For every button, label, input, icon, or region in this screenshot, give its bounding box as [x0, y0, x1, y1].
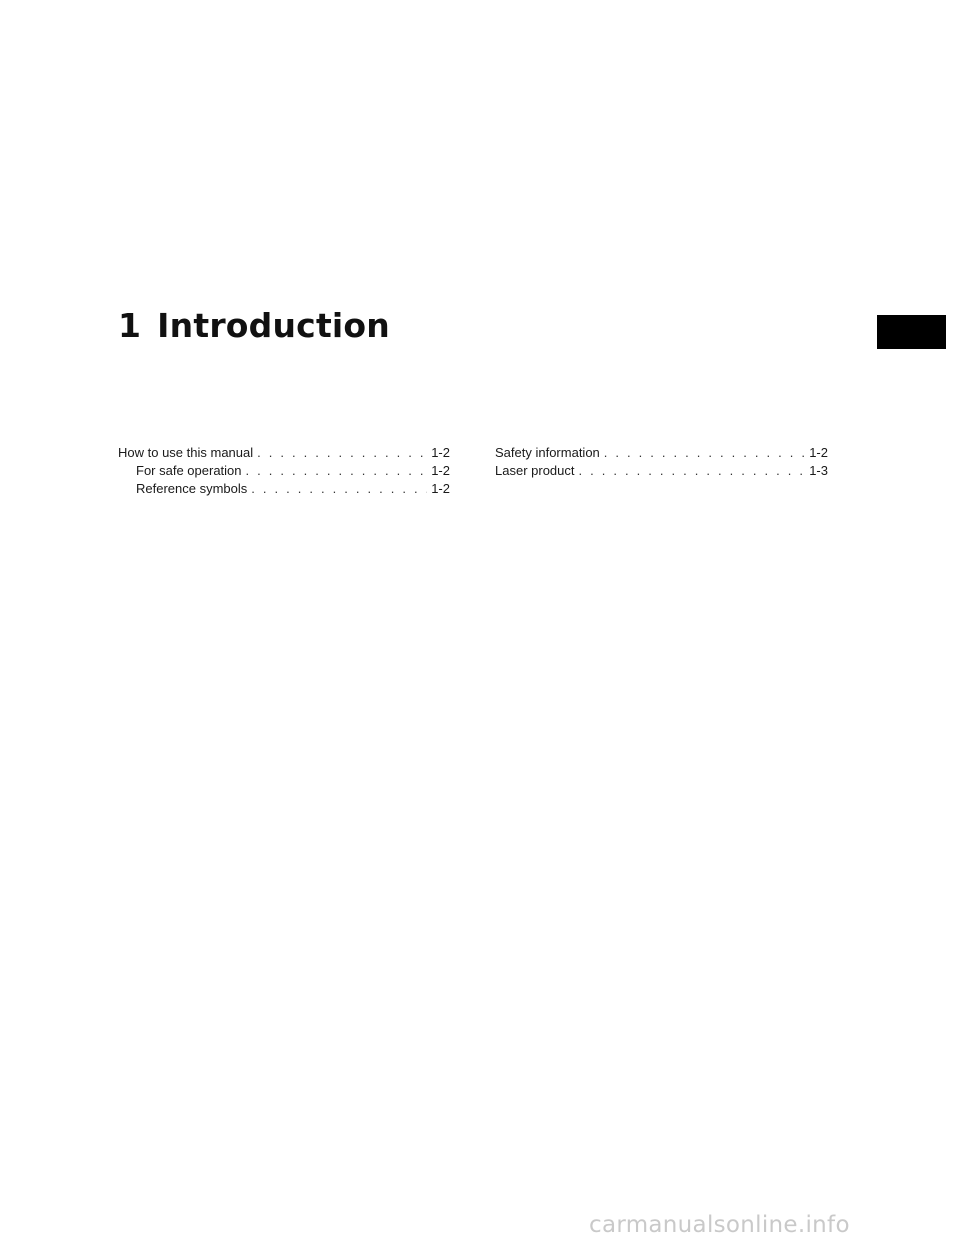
toc-entry-label: Reference symbols: [136, 481, 248, 496]
watermark-text: carmanualsonline.info: [589, 1212, 850, 1238]
toc-leader-dots: [579, 462, 806, 480]
toc-entry-laser-product[interactable]: [495, 462, 828, 480]
toc-entry-page: 1-2: [431, 481, 450, 496]
toc-entry-page: 1-3: [809, 463, 828, 478]
toc-leader-dots: [246, 462, 428, 480]
toc-entry-page: 1-2: [431, 463, 450, 478]
chapter-thumb-tab: [877, 315, 946, 349]
toc-column-left: [118, 444, 450, 498]
chapter-name: Introduction: [157, 306, 390, 345]
toc-entry-page: 1-2: [431, 445, 450, 460]
toc-entry-label: For safe operation: [136, 463, 242, 478]
toc-entry-safe-operation[interactable]: [118, 462, 450, 480]
toc-entry-reference-symbols[interactable]: [118, 480, 450, 498]
toc-leader-dots: [257, 444, 427, 462]
toc-entry-page: 1-2: [809, 445, 828, 460]
toc-entry-how-to-use[interactable]: [118, 444, 450, 462]
chapter-number: 1: [118, 306, 142, 345]
toc-entry-label: Laser product: [495, 463, 575, 478]
chapter-title: [118, 306, 390, 345]
toc-entry-label: How to use this manual: [118, 445, 254, 460]
toc-entry-label: Safety information: [495, 445, 600, 460]
toc-entry-safety-information[interactable]: [495, 444, 828, 462]
toc-column-right: [495, 444, 828, 480]
toc-leader-dots: [604, 444, 805, 462]
toc-leader-dots: [251, 480, 427, 498]
